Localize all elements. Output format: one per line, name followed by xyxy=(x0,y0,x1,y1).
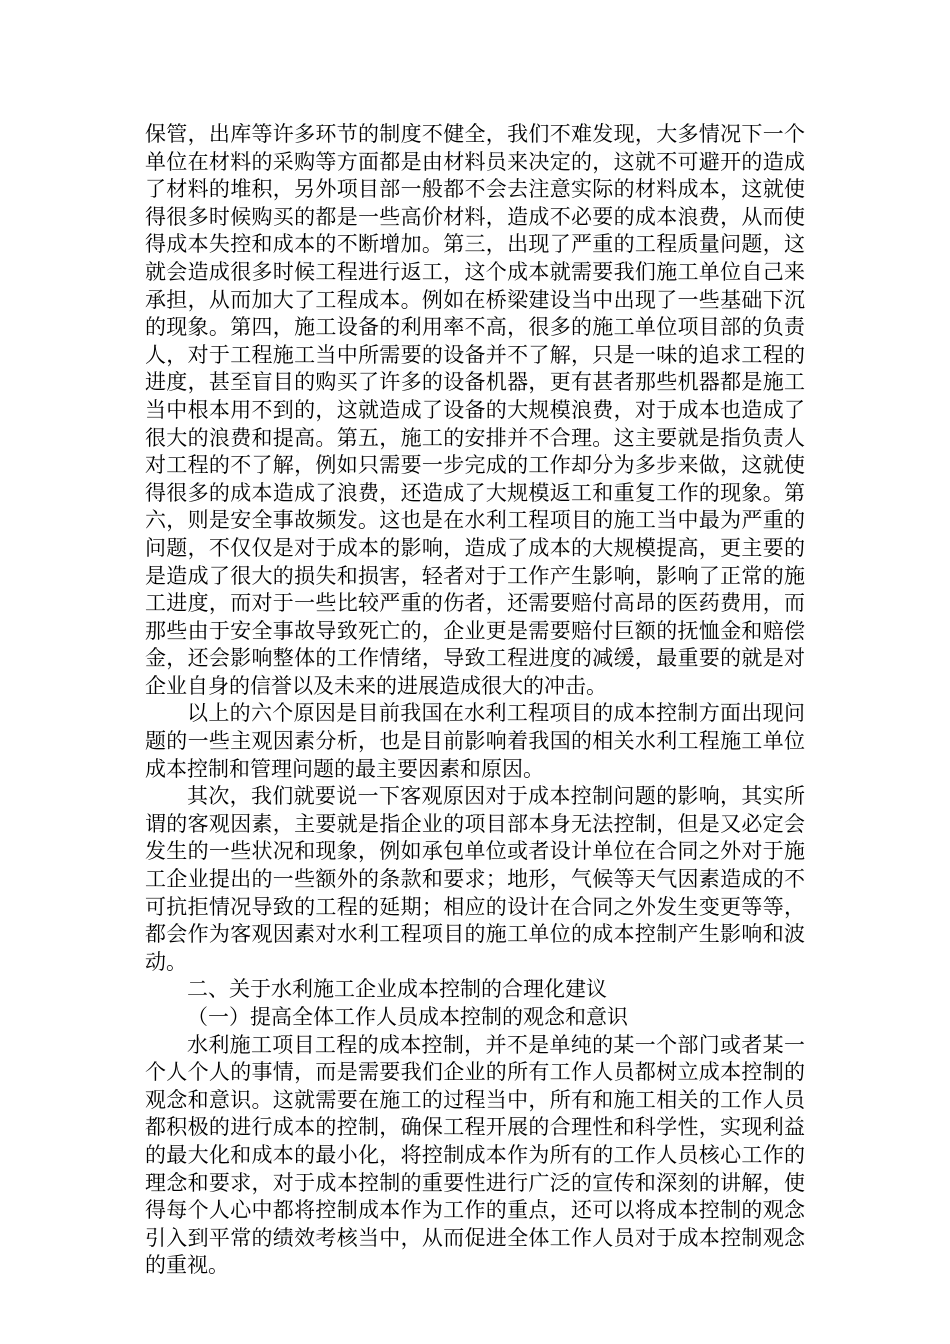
paragraph-objective-causes: 其次，我们就要说一下客观原因对于成本控制问题的影响，其实所谓的客观因素，主要就是指企业的项目部本身无法控制，但是又必定会发生的一些状况和现象，例如承包单位或者设计单位在合同之外对于施工企业提出的一些额外的条款和要求；地形，气候等天气因素造成的不可抗拒情况导致的工程的延期；相应的设计在合同之外发生变更等等，都会作为客观因素对水利工程项目的施工单位的成本控制产生影响和波动。 xyxy=(145,784,805,974)
section-heading: 二、关于水利施工企业成本控制的合理化建议 xyxy=(187,977,607,1002)
document-page xyxy=(145,121,805,1280)
paragraph-awareness: 水利施工项目工程的成本控制，并不是单纯的某一个部门或者某一个人个人的事情，而是需要我们企业的所有工作人员都树立成本控制的观念和意识。这就需要在施工的过程当中，所有和施工相关的工作人员都积极的进行成本的控制，确保工程开展的合理性和科学性，实现利益的最大化和成本的最小化，将控制成本作为所有的工作人员核心工作的理念和要求，对于成本控制的重要性进行广泛的宣传和深刻的讲解，使得每个人心中都将控制成本作为工作的重点，还可以将成本控制的观念引入到平常的绩效考核当中，从而促进全体工作人员对于成本控制观念的重视。 xyxy=(145,1032,805,1278)
paragraph-cost-causes: 保管，出库等许多环节的制度不健全，我们不难发现，大多情况下一个单位在材料的采购等方面都是由材料员来决定的，这就不可避开的造成了材料的堆积，另外项目部一般都不会去注意实际的材料成本，这就使得很多时候购买的都是一些高价材料，造成不必要的成本浪费，从而使得成本失控和成本的不断增加。第三，出现了严重的工程质量问题，这就会造成很多时候工程进行返工，这个成本就需要我们施工单位自己来承担，从而加大了工程成本。例如在桥梁建设当中出现了一些基础下沉的现象。第四，施工设备的利用率不高，很多的施工单位项目部的负责人，对于工程施工当中所需要的设备并不了解，只是一味的追求工程的进度，甚至盲目的购买了许多的设备机器，更有甚者那些机器都是施工当中根本用不到的，这就造成了设备的大规模浪费，对于成本也造成了很大的浪费和提高。第五，施工的安排并不合理。这主要就是指负责人对工程的不了解，例如只需要一步完成的工作却分为多步来做，这就使得很多的成本造成了浪费，还造成了大规模返工和重复工作的现象。第六，则是安全事故频发。这也是在水利工程项目的施工当中最为严重的问题，不仅仅是对于成本的影响，造成了成本的大规模提高，更主要的是造成了很大的损失和损害，轻者对于工作产生影响，影响了正常的施工进度，而对于一些比较严重的伤者，还需要赔付高昂的医药费用，而那些由于安全事故导致死亡的，企业更是需要赔付巨额的抚恤金和赔偿金，还会影响整体的工作情绪，导致工程进度的减缓，最重要的就是对企业自身的信誉以及未来的进展造成很大的冲击。 xyxy=(145,122,805,698)
paragraph-subjective-summary: 以上的六个原因是目前我国在水利工程项目的成本控制方面出现问题的一些主观因素分析，也是目前影响着我国的相关水利工程施工单位成本控制和管理问题的最主要因素和原因。 xyxy=(145,701,805,781)
subsection-heading: （一）提高全体工作人员成本控制的观念和意识 xyxy=(187,1005,628,1029)
